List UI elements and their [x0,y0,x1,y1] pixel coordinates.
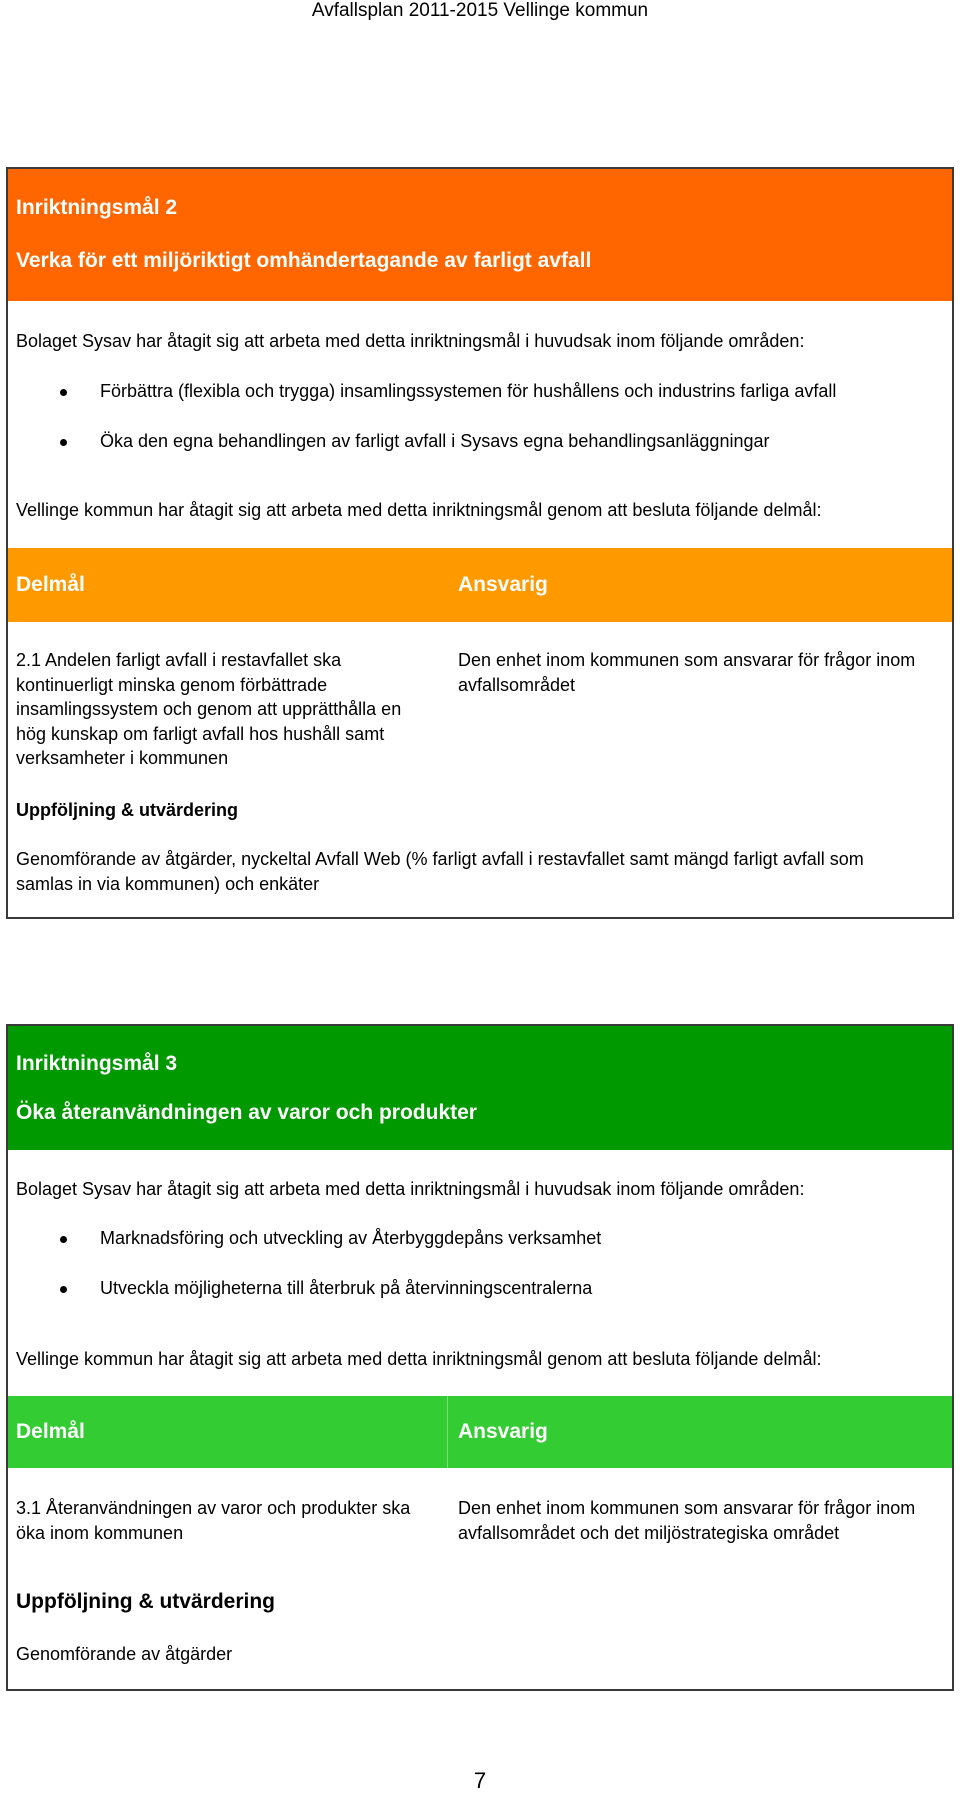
goal-2-bullet: Förbättra (flexibla och trygga) insamlingssystemen för hushållens och industrins farliga avfall [100,381,837,401]
goal-3-followup-text: Genomförande av åtgärder [16,1644,233,1664]
goal-2-header-band [8,169,952,301]
goal-2-ansvarig-cell [458,648,948,697]
ansvarig-line: avfallsområdet och det miljöstrategiska området [458,1522,840,1543]
ansvarig-line: Den enhet inom kommunen som ansvarar för frågor inom [458,650,916,670]
bullet-icon [60,389,67,396]
delmal-line: kontinuerligt minska genom förbättrade [16,674,328,695]
col-ansvarig: Ansvarig [458,1420,548,1443]
goal-3-header-band [8,1026,952,1150]
goal-3-bullet: Utveckla möjligheterna till återbruk på återvinningscentralerna [100,1278,593,1298]
goal-3-municipality-text: Vellinge kommun har åtagit sig att arbeta med detta inriktningsmål genom att besluta följande delmål: [16,1349,822,1369]
running-header: Avfallsplan 2011-2015 Vellinge kommun [311,0,649,21]
goal-3-bullet: Marknadsföring och utveckling av Återbyggdepåns verksamhet [100,1228,602,1248]
goal-2-intro: Bolaget Sysav har åtagit sig att arbeta med detta inriktningsmål i huvudsak inom följande områden: [16,331,805,351]
goal-3-section [6,1024,954,1691]
goal-3-title: Öka återanvändningen av varor och produkter [16,1101,477,1124]
col-delmal: Delmål [16,1420,85,1443]
ansvarig-line: avfallsområdet [458,674,576,695]
col-delmal: Delmål [16,573,85,596]
followup-line: samlas in via kommunen) och enkäter [16,873,320,894]
goal-2-table-header [8,548,952,622]
goal-2-followup-text [16,847,946,896]
delmal-line: hög kunskap om farligt avfall hos hushåll samt [16,723,385,744]
goal-3-followup-heading: Uppföljning & utvärdering [16,1590,275,1613]
bullet-icon [60,1236,67,1243]
goal-2-section [6,167,954,919]
goal-2-municipality-text: Vellinge kommun har åtagit sig att arbeta med detta inriktningsmål genom att besluta följande delmål: [16,500,822,520]
delmal-line: 2.1 Andelen farligt avfall i restavfallet ska [16,650,342,670]
delmal-line: öka inom kommunen [16,1522,184,1543]
goal-3-number: Inriktningsmål 3 [16,1052,178,1075]
goal-3-delmal-cell [16,1496,436,1545]
goal-3-ansvarig-cell [458,1496,948,1545]
page-number: 7 [473,1768,487,1793]
col-ansvarig: Ansvarig [458,573,548,596]
goal-2-title: Verka för ett miljöriktigt omhändertagande av farligt avfall [16,249,592,272]
delmal-line: verksamheter i kommunen [16,748,229,768]
delmal-line: 3.1 Återanvändningen av varor och produkter ska [16,1498,411,1518]
goal-2-followup-heading: Uppföljning & utvärdering [16,800,238,820]
goal-3-table-header [8,1396,952,1468]
goal-2-bullet: Öka den egna behandlingen av farligt avfall i Sysavs egna behandlingsanläggningar [100,431,770,451]
goal-2-delmal-cell [16,648,436,771]
goal-3-intro: Bolaget Sysav har åtagit sig att arbeta med detta inriktningsmål i huvudsak inom följande områden: [16,1179,805,1199]
goal-2-number: Inriktningsmål 2 [16,196,178,219]
bullet-icon [60,439,67,446]
column-divider [447,1396,448,1468]
followup-line: Genomförande av åtgärder, nyckeltal Avfall Web (% farligt avfall i restavfallet samt mängd farligt avfall som [16,849,864,869]
delmal-line: insamlingssystem och genom att upprätthålla en [16,699,402,719]
ansvarig-line: Den enhet inom kommunen som ansvarar för frågor inom [458,1498,916,1518]
bullet-icon [60,1286,67,1293]
